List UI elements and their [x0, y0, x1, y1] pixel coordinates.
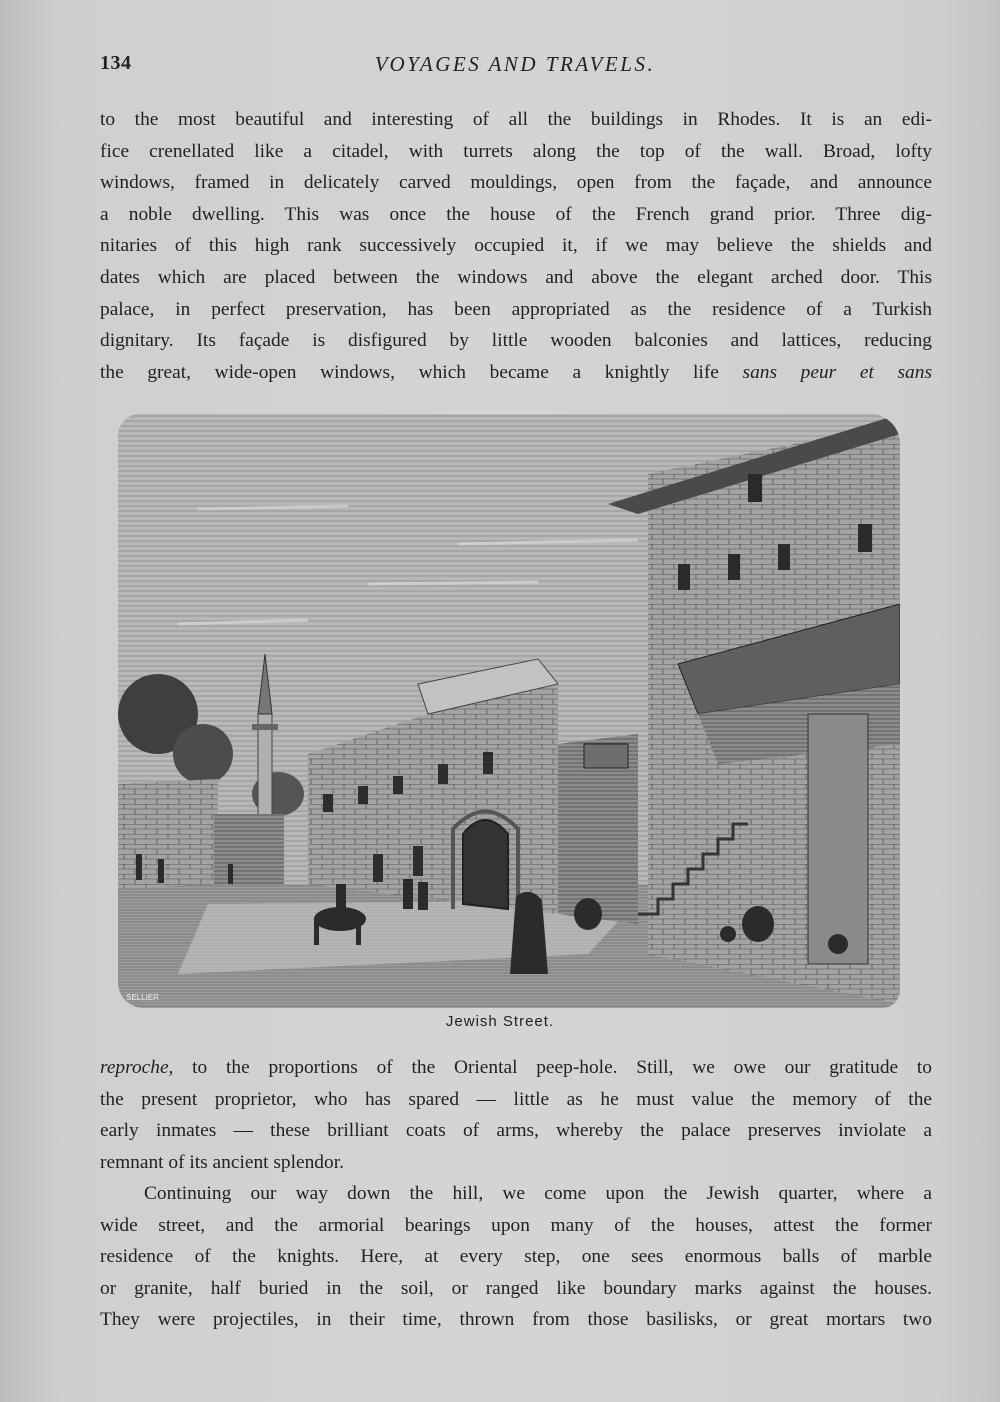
text-line: to the most beautiful and interesting of all the buildings in Rhodes. It is an edi-	[100, 109, 932, 130]
text-line: remnant of its ancient splendor.	[100, 1151, 344, 1173]
arched-door	[463, 820, 508, 909]
paragraph-2	[100, 1052, 932, 1178]
paragraph-1	[100, 104, 932, 388]
text-line: the present proprietor, who has spared — little as he must value the memory of the	[100, 1088, 932, 1110]
italic-phrase: sans peur et sans	[742, 361, 932, 383]
italic-phrase: reproche,	[100, 1057, 174, 1078]
text-line: residence of the knights. Here, at every step, one sees enormous balls of marble	[100, 1246, 932, 1268]
paragraph-3	[100, 1178, 932, 1336]
text-line: dignitary. Its façade is disfigured by little wooden balconies and lattices, reducing	[100, 330, 932, 352]
text-line: or granite, half buried in the soil, or ranged like boundary marks against the houses.	[100, 1277, 932, 1299]
text-line: windows, framed in delicately carved mouldings, open from the façade, and announce	[100, 172, 932, 194]
figure-caption: Jewish Street.	[445, 1013, 555, 1030]
text-line: a noble dwelling. This was once the house of the French grand prior. Three dig-	[100, 203, 932, 225]
text-line: early inmates — these brilliant coats of arms, whereby the palace preserves inviolate a	[100, 1120, 932, 1142]
engraving-illustration	[118, 414, 900, 1008]
left-houses	[118, 779, 218, 889]
wooden-balcony	[584, 744, 628, 768]
jewish-street-engraving	[118, 414, 900, 1008]
text-line-with-italic	[100, 1052, 932, 1084]
text-line: wide street, and the armorial bearings upon many of the houses, attest the former	[100, 1214, 932, 1236]
text-segment: the great, wide-open windows, which became a knightly life	[100, 361, 719, 383]
text-line-with-italic	[100, 357, 932, 389]
page-header	[100, 52, 930, 88]
text-line: nitaries of this high rank successively occupied it, if we may believe the shields and	[100, 235, 932, 257]
text-segment: to the proportions of the Oriental peep-hole. Still, we owe our gratitude to	[173, 1057, 932, 1078]
distant-houses	[214, 814, 284, 886]
page-number: 134	[100, 52, 132, 74]
engraver-signature: SELLIER	[126, 993, 159, 1002]
text-line: palace, in perfect preservation, has been appropriated as the residence of a Turkish	[100, 298, 932, 320]
text-line: dates which are placed between the windows and above the elegant arched door. This	[100, 266, 932, 288]
text-line: They were projectiles, in their time, thrown from those basilisks, or great mortars two	[100, 1309, 932, 1331]
archway-pillar	[808, 714, 868, 964]
text-line: Continuing our way down the hill, we come upon the Jewish quarter, where a	[144, 1183, 932, 1204]
text-line: fice crenellated like a citadel, with turrets along the top of the wall. Broad, lofty	[100, 140, 932, 162]
running-title: VOYAGES AND TRAVELS.	[374, 52, 656, 76]
